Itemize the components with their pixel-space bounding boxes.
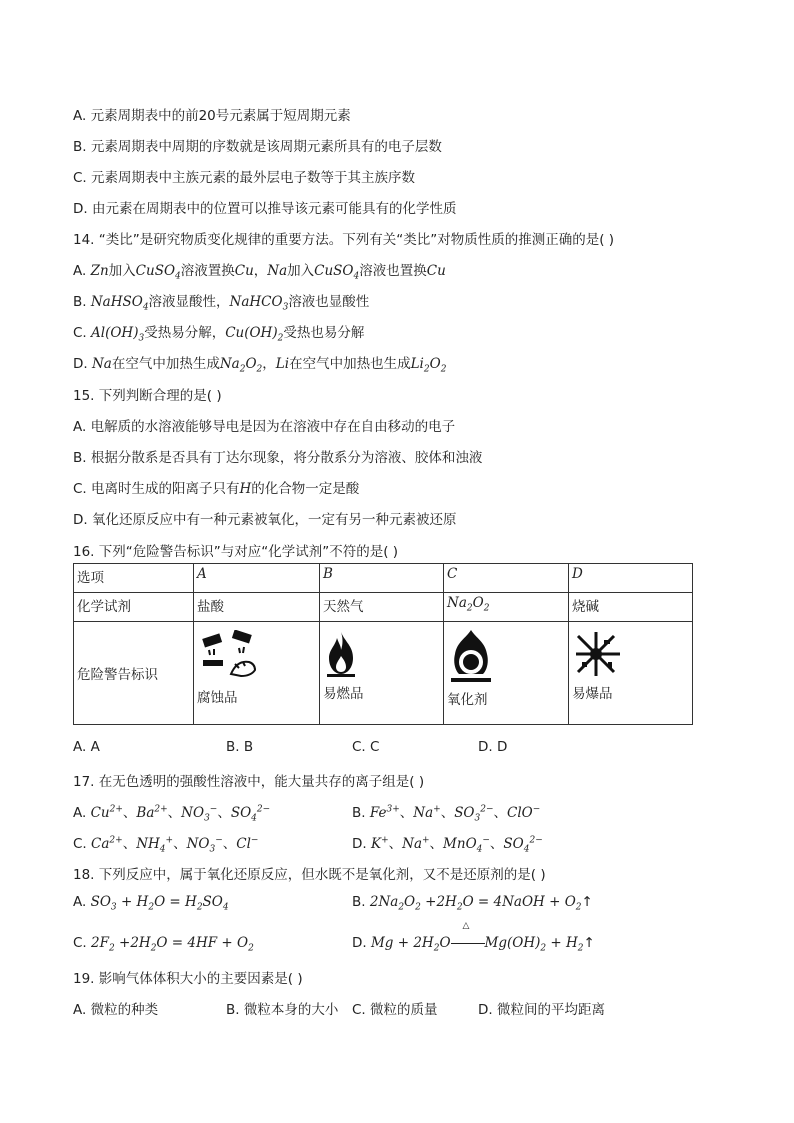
table-row (74, 564, 693, 593)
option-text: ， (253, 263, 268, 279)
formula: NaHCO$_3$ (229, 294, 289, 313)
table-cell: 选项 (74, 564, 194, 593)
table-cell: 天然气 (320, 593, 444, 622)
q17-option-a: A. $Cu^{2+}$、$Ba^{2+}$、$NO_3^-$、$SO_4^{2-}$ (73, 804, 271, 824)
option-text: 加入 (287, 263, 315, 279)
q19-stem: 19. 影响气体体积大小的主要因素是( ) (73, 971, 303, 987)
sign-caption: 腐蚀品 (197, 690, 238, 706)
formula: Li (275, 356, 290, 372)
hazard-table (73, 563, 693, 725)
formula: Na (267, 263, 288, 279)
formula: Zn (90, 263, 109, 279)
table-row (74, 622, 693, 725)
q17-option-b: B. $Fe^{3+}$、Na+、$SO_3^{2-}$、ClO− (352, 804, 541, 824)
q13-option-c: C. 元素周期表中主族元素的最外层电子数等于其主族序数 (73, 170, 416, 186)
formula: $Al(OH)_3$ (91, 325, 145, 344)
formula: $Na_2O_2$ (219, 356, 263, 375)
q18-option-b: B. $2Na_2O_2 +2H_2O$ = 4NaOH + $O_2↑$ (352, 894, 593, 913)
table-cell: 烧碱 (569, 593, 693, 622)
option-text: 溶液置换 (180, 263, 235, 279)
formula: Cu (426, 263, 446, 279)
q15-option-a: A. 电解质的水溶液能够导电是因为在溶液中存在自由移动的电子 (73, 419, 456, 435)
q18-option-a: A. $SO_3 + H_2O = H_2SO_4$ (73, 894, 229, 913)
q18-option-d: D. $Mg + 2H_2O$ △ $Mg(OH)_2$ + $H_2↑$ (352, 921, 595, 954)
option-text: ， (262, 356, 276, 372)
sign-caption: 易燃品 (323, 686, 364, 702)
sign-caption: 氧化剂 (447, 692, 488, 708)
q15-option-c (73, 477, 359, 497)
q16-option-b: B. B (226, 739, 254, 755)
formula: Cu (234, 263, 254, 279)
q19-option-b: B. 微粒本身的大小 (226, 1002, 339, 1018)
table-cell: D (569, 564, 693, 593)
q17-stem: 17. 在无色透明的强酸性溶液中，能大量共存的离子组是( ) (73, 774, 425, 790)
q13-option-b: B. 元素周期表中周期的序数就是该周期元素所具有的电子层数 (73, 139, 442, 155)
formula: $Na_2O_2$ (447, 595, 490, 614)
sign-caption: 易爆品 (572, 686, 613, 702)
formula: CuSO$_4$ (314, 263, 360, 282)
q15-option-d: D. 氧化还原反应中有一种元素被氧化，一定有另一种元素被还原 (73, 512, 457, 528)
table-cell: A (194, 564, 320, 593)
table-cell: C (444, 564, 569, 593)
q14-option-c (73, 321, 364, 344)
q14-option-d (73, 352, 446, 375)
table-cell (320, 622, 444, 725)
option-text: C. 电离时生成的阳离子只有 (73, 481, 240, 497)
q16-stem: 16. 下列“危险警告标识”与对应“化学试剂”不符的是( ) (73, 544, 399, 560)
q18-stem: 18. 下列反应中，属于氧化还原反应，但水既不是氧化剂，又不是还原剂的是( ) (73, 867, 546, 883)
table-cell: 危险警告标识 (74, 622, 194, 725)
q14-option-b (73, 290, 369, 313)
q16-option-c: C. C (352, 739, 380, 755)
q17-option-c: C. $Ca^{2+}$、$NH_4^+$、$NO_3^-$、Cl− (73, 835, 259, 855)
q15-option-b: B. 根据分散系是否具有丁达尔现象，将分散系分为溶液、胶体和浊液 (73, 450, 483, 466)
q19-option-a: A. 微粒的种类 (73, 1002, 159, 1018)
option-text: 溶液也显酸性 (288, 294, 370, 310)
formula: $Cu(OH)_2$ (225, 325, 284, 344)
flame-icon (325, 630, 357, 678)
q15-stem: 15. 下列判断合理的是( ) (73, 388, 222, 404)
table-cell: 盐酸 (194, 593, 320, 622)
option-text: 受热易分解， (144, 325, 226, 341)
option-text: 溶液也置换 (359, 263, 427, 279)
option-text: 的化合物一定是酸 (251, 481, 360, 497)
table-cell: B (320, 564, 444, 593)
table-cell (444, 593, 569, 622)
option-text: 在空气中加热也生成 (289, 356, 411, 372)
option-prefix: C. (73, 325, 87, 341)
option-text: 加入 (108, 263, 136, 279)
heat-symbol: △ (462, 921, 470, 931)
q13-option-a: A. 元素周期表中的前20号元素属于短周期元素 (73, 108, 351, 124)
option-text: 在空气中加热生成 (111, 356, 220, 372)
table-cell (444, 622, 569, 725)
corrosive-icon (199, 630, 259, 682)
table-cell (569, 622, 693, 725)
q18-option-c: C. $2F_2 +2H_2O = 4HF + O_2$ (73, 935, 254, 954)
q13-option-d: D. 由元素在周期表中的位置可以推导该元素可能具有的化学性质 (73, 201, 457, 217)
formula: Na (91, 356, 112, 372)
q17-option-d: D. K+、Na+、MnO$_4$−、$SO_4^{2-}$ (352, 835, 543, 855)
q16-option-d: D. D (478, 739, 508, 755)
formula: H (239, 481, 252, 497)
q16-option-a: A. A (73, 739, 100, 755)
explosive-icon (574, 630, 622, 678)
option-prefix: B. (73, 294, 87, 310)
table-row (74, 593, 693, 622)
q14-stem: 14. “类比”是研究物质变化规律的重要方法。下列有关“类比”对物质性质的推测正确的是( ) (73, 232, 615, 248)
formula: NaHSO$_4$ (90, 294, 149, 313)
q19-option-d: D. 微粒间的平均距离 (478, 1002, 605, 1018)
formula: $Li_2O_2$ (410, 356, 447, 375)
table-cell (194, 622, 320, 725)
table-cell: 化学试剂 (74, 593, 194, 622)
option-prefix: A. (73, 263, 87, 279)
option-prefix: D. (73, 356, 88, 372)
option-text: 受热也易分解 (283, 325, 365, 341)
q14-option-a (73, 259, 446, 282)
q19-option-c: C. 微粒的质量 (352, 1002, 438, 1018)
formula: CuSO$_4$ (135, 263, 181, 282)
oxidizer-icon (449, 630, 493, 684)
option-text: 溶液显酸性， (148, 294, 230, 310)
